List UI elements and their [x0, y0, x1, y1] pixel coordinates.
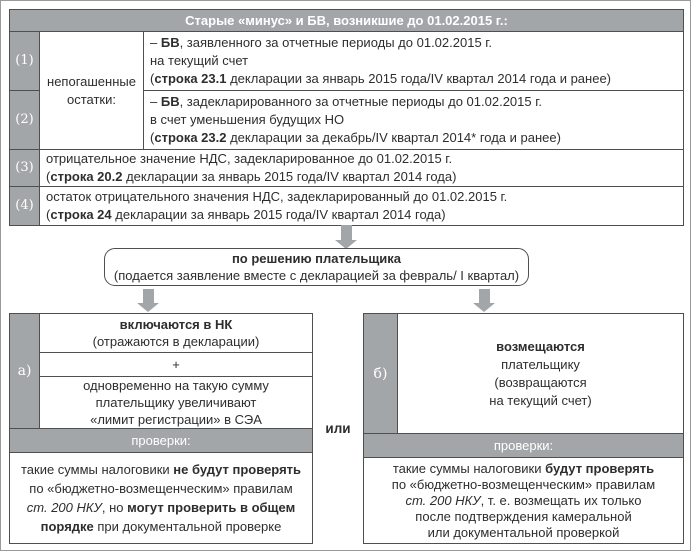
table-row-1-text: – БВ, заявленного за отчетные периоды до 01.02.2015 г. на текущий счет (строка 23.1 декларации за январь 2015 года/IV квартал 2014 года и ранее) [150, 35, 611, 86]
or-connector-label: или [325, 421, 351, 436]
branch-b-checks-text: такие суммы налоговики будут проверять по «бюджетно-возмещенческим» правилам ст. 200 НКУ, т. е. возмещать их только после подтверждения камеральной или документальной проверкой [363, 457, 684, 544]
table-row-4 [10, 186, 683, 225]
branch-b-checks-header: проверки: [363, 433, 684, 458]
arrow-head [137, 303, 159, 312]
row-number-3: (3) [10, 150, 40, 186]
branch-b-refund-cell: возмещаются плательщику (возвращаются на текущий счет) [489, 338, 592, 408]
branch-a-plus-sign: + [40, 353, 312, 377]
table-row-3 [10, 149, 683, 186]
rows-1-2-text-column [144, 32, 683, 149]
row-number-column [10, 32, 40, 149]
table-row-4-text: остаток отрицательного значения НДС, задекларированный до 01.02.2015 г. (строка 24 декларации за январь 2015 года/IV квартал 2014 года) [46, 189, 508, 222]
arrow-stem [143, 289, 154, 303]
table-row-2-text: – БВ, задекларированного за отчетные периоды до 01.02.2015 г. в счет уменьшения будущих НО (строка 23.2 декларации за декабрь/IV квартал 2014* года и ранее) [144, 90, 683, 149]
arrow-stem [341, 225, 352, 240]
branch-b-label: б) [364, 314, 398, 433]
arrow-head [473, 303, 495, 312]
row-number-4: (4) [10, 187, 40, 225]
table-title: Старые «минус» и БВ, возникшие до 01.02.2015 г.: [10, 10, 683, 31]
flow-arrow-down-left-icon [137, 289, 159, 312]
arrow-stem [479, 289, 490, 303]
table-rowgroup-1-2 [10, 31, 683, 149]
branch-a-block [9, 313, 313, 429]
flow-arrow-down-right-icon [473, 289, 495, 312]
flow-arrow-down-icon [335, 225, 357, 249]
row-number-1: (1) [10, 32, 39, 90]
unsettled-balances-label: непогашенные остатки: [40, 32, 144, 149]
branch-b-block [363, 313, 684, 434]
branch-a-sea-limit-cell: одновременно на такую сумму плательщику увеличивают «лимит регистрации» в СЭА [83, 378, 269, 427]
branch-b-content [398, 314, 683, 433]
branch-a-label: а) [10, 314, 40, 428]
branch-a-include-nk-cell: включаются в НК (отражаются в декларации) [40, 314, 312, 353]
old-minus-table [9, 9, 684, 226]
row-number-2: (2) [10, 90, 39, 149]
table-row-3-text: отрицательное значение НДС, задекларированное до 01.02.2015 г. (строка 20.2 декларации за январь 2015 года/IV квартал 2014 года) [46, 151, 457, 184]
branch-a-checks-text: такие суммы налоговики не будут проверять по «бюджетно-возмещенческим» правилам ст. 200 НКУ, но могут проверить в общем порядке при документальной проверке [9, 452, 313, 544]
payer-decision-box: по решению плательщика (подается заявление вместе с декларацией за февраль/ I квартал) [104, 248, 529, 286]
branch-a-content [40, 314, 312, 428]
branch-a-checks-header: проверки: [9, 428, 313, 453]
